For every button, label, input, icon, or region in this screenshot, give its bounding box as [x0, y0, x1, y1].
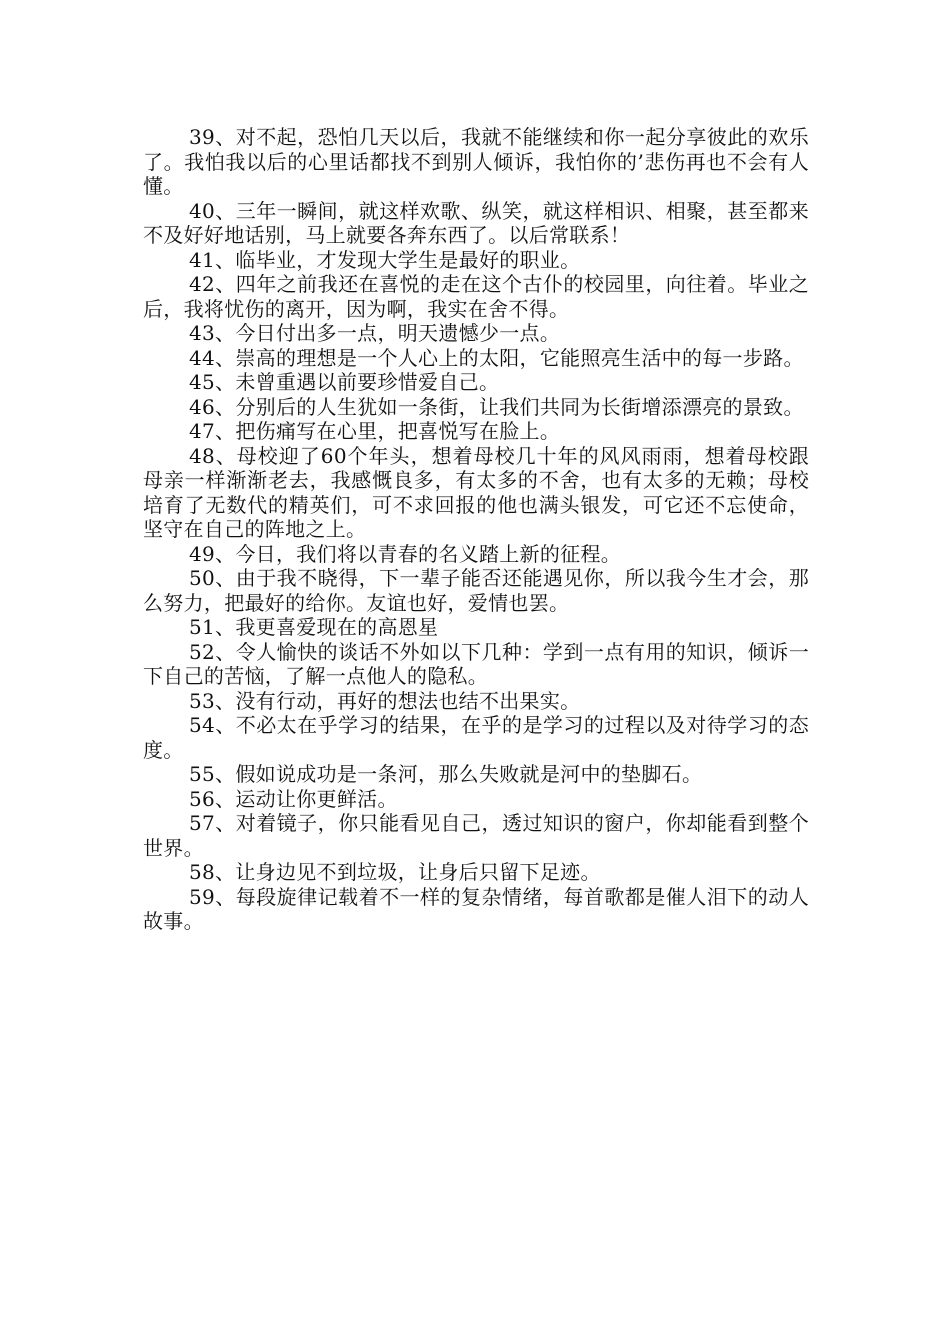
- paragraph-40: 40、三年一瞬间，就这样欢歌、纵笑，就这样相识、相聚，甚至都来不及好好地话别，马上就要各奔东西了。以后常联系！: [143, 198, 809, 247]
- paragraph-48: 48、母校迎了60个年头，想着母校几十年的风风雨雨，想着母校跟母亲一样渐渐老去，我感慨良多，有太多的不舍，也有太多的无赖；母校培育了无数代的精英们，可不求回报的他也满头银发，可它还不忘使命，坚守在自己的阵地之上。: [143, 443, 809, 541]
- paragraph-42: 42、四年之前我还在喜悦的走在这个古仆的校园里，向往着。毕业之后，我将忧伤的离开，因为啊，我实在舍不得。: [143, 272, 809, 321]
- paragraph-41: 41、临毕业，才发现大学生是最好的职业。: [189, 247, 581, 272]
- paragraph-43: 43、今日付出多一点，明天遗憾少一点。: [189, 321, 561, 345]
- paragraph-55: 55、假如说成功是一条河，那么失败就是河中的垫脚石。: [189, 762, 703, 786]
- document-body: [143, 125, 809, 934]
- paragraph-53: 53、没有行动，再好的想法也结不出果实。: [189, 688, 581, 713]
- paragraph-52: 52、令人愉快的谈话不外如以下几种：学到一点有用的知识，倾诉一下自己的苦恼，了解一点他人的隐私。: [143, 639, 809, 688]
- paragraph-44: 44、崇高的理想是一个人心上的太阳，它能照亮生活中的每一步路。: [189, 345, 804, 370]
- paragraph-47: 47、把伤痛写在心里，把喜悦写在脸上。: [189, 419, 561, 443]
- paragraph-58: 58、让身边见不到垃圾，让身后只留下足迹。: [189, 860, 601, 884]
- paragraph-49: 49、今日，我们将以青春的名义踏上新的征程。: [189, 541, 622, 566]
- paragraph-59: 59、每段旋律记载着不一样的复杂情绪，每首歌都是催人泪下的动人故事。: [143, 884, 809, 933]
- paragraph-50: 50、由于我不晓得，下一辈子能否还能遇见你，所以我今生才会，那么努力，把最好的给你。友谊也好，爱情也罢。: [143, 566, 809, 615]
- paragraph-54: 54、不必太在乎学习的结果，在乎的是学习的过程以及对待学习的态度。: [143, 713, 809, 762]
- paragraph-57: 57、对着镜子，你只能看见自己，透过知识的窗户，你却能看到整个世界。: [143, 811, 809, 860]
- paragraph-39: 39、对不起，恐怕几天以后，我就不能继续和你一起分享彼此的欢乐了。我怕我以后的心里话都找不到别人倾诉，我怕你的’悲伤再也不会有人懂。: [143, 125, 809, 198]
- paragraph-45: 45、未曾重遇以前要珍惜爱自己。: [189, 370, 500, 394]
- paragraph-51: 51、我更喜爱现在的高恩星: [189, 615, 439, 639]
- paragraph-56: 56、运动让你更鲜活。: [189, 786, 398, 811]
- paragraph-46: 46、分别后的人生犹如一条街，让我们共同为长街增添漂亮的景致。: [189, 394, 804, 419]
